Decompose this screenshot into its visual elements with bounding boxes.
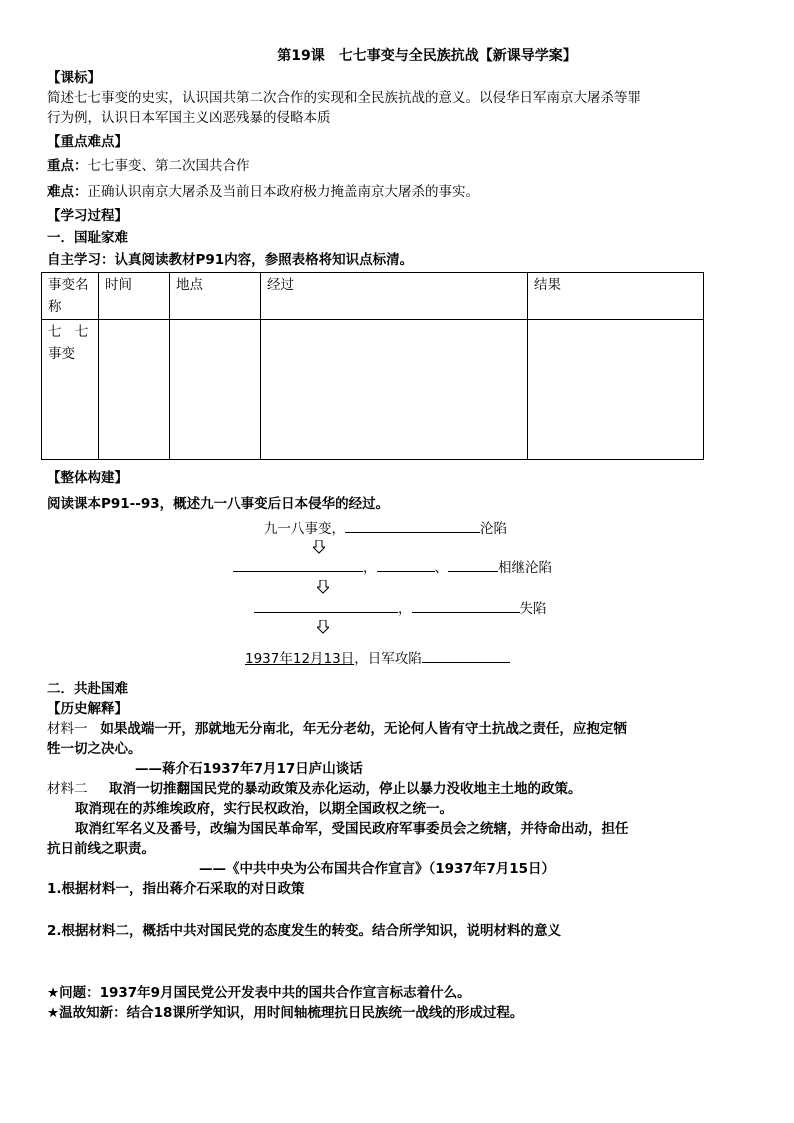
kebiao-text-1: 简述七七事变的史实，认识国共第二次合作的实现和全民族抗战的意义。以侵华日军南京大屠杀等罪 <box>47 90 641 106</box>
blank-field[interactable] <box>345 518 480 533</box>
material-one-source: ——蒋介石1937年7月17日庐山谈话 <box>135 761 363 777</box>
time-cell[interactable] <box>99 320 170 460</box>
down-arrow-icon <box>313 540 325 554</box>
key-label: 重点： <box>47 158 88 174</box>
difficulty-text: 正确认识南京大屠杀及当前日本政府极力掩盖南京大屠杀的事实。 <box>87 184 479 200</box>
result-cell[interactable] <box>528 320 704 460</box>
table-header-cell: 事变名称 <box>42 273 99 320</box>
blank-field[interactable] <box>233 557 363 572</box>
blank-field[interactable] <box>412 598 520 613</box>
flow-line-1: 九一八事变， 沦陷 <box>264 518 507 539</box>
section-heading-process: 【学习过程】 <box>47 208 128 224</box>
material-two-l4: 抗日前线之职责。 <box>47 841 155 857</box>
down-arrow-icon <box>317 620 329 634</box>
star-question-2: ★温故知新：结合18课所学知识，用时间轴梳理抗日民族统一战线的形成过程。 <box>47 1005 524 1021</box>
event-table <box>41 272 704 460</box>
blank-field[interactable] <box>377 557 435 572</box>
page-title: 第19课 七七事变与全民族抗战【新课导学案】 <box>277 48 577 64</box>
flow-line-3: ， 失陷 <box>254 598 547 619</box>
key-text: 七七事变、第二次国共合作 <box>87 158 250 174</box>
section-heading-zhengti: 【整体构建】 <box>47 470 128 486</box>
event-name-cell: 七 七 事变 <box>42 320 99 460</box>
flow-line-2: ， 、 相继沦陷 <box>233 557 552 578</box>
process-cell[interactable] <box>261 320 528 460</box>
difficulty-point <box>47 182 747 202</box>
table-header-cell: 经过 <box>261 273 528 320</box>
place-cell[interactable] <box>170 320 261 460</box>
material-two: 材料二 取消一切推翻国民党的暴动政策及赤化运动，停止以暴力没收地主土地的政策。 <box>47 781 582 797</box>
blank-field[interactable] <box>422 648 510 663</box>
material-one: 材料一 如果战端一开，那就地无分南北，年无分老幼，无论何人皆有守土抗战之责任，应抱定牺 <box>47 721 627 737</box>
material-two-l2: 取消现在的苏维埃政府，实行民权政治，以期全国政权之统一。 <box>75 801 453 817</box>
section-two-heading: 二．共赴国难 <box>47 681 128 697</box>
question-1: 1.根据材料一，指出蒋介石采取的对日政策 <box>47 881 305 897</box>
material-two-source: ——《中共中央为公布国共合作宣言》（1937年7月15日） <box>199 861 556 877</box>
material-two-l3: 取消红军名义及番号，改编为国民革命军，受国民政府军事委员会之统辖，并待命出动，担任 <box>75 821 629 837</box>
table-row <box>42 320 704 460</box>
table-header-cell: 时间 <box>99 273 170 320</box>
table-header-row <box>42 273 704 320</box>
table-header-cell: 地点 <box>170 273 261 320</box>
blank-field[interactable] <box>448 557 498 572</box>
kebiao-text-2: 行为例，认识日本军国主义凶恶残暴的侵略本质 <box>47 110 331 126</box>
table-header-cell: 结果 <box>528 273 704 320</box>
section-one-heading: 一．国耻家难 <box>47 230 128 246</box>
difficulty-label: 难点： <box>47 184 88 200</box>
worksheet <box>47 46 747 1023</box>
flow-line-4: 1937年12月13日，日军攻陷 <box>245 648 510 669</box>
blank-field[interactable] <box>254 598 398 613</box>
zhengti-instruction: 阅读课本P91--93，概述九一八事变后日本侵华的经过。 <box>47 496 390 512</box>
key-point <box>47 156 747 176</box>
section-heading-zhongdian: 【重点难点】 <box>47 134 128 150</box>
flow-diagram <box>47 514 747 679</box>
material-one-cont: 牲一切之决心。 <box>47 741 142 757</box>
question-2: 2.根据材料二，概括中共对国民党的态度发生的转变。结合所学知识，说明材料的意义 <box>47 923 562 939</box>
down-arrow-icon <box>317 580 329 594</box>
section-heading-kebiao: 【课标】 <box>47 70 101 86</box>
section-one-instruction: 自主学习：认真阅读教材P91内容，参照表格将知识点标清。 <box>47 252 414 268</box>
section-heading-lishi: 【历史解释】 <box>47 701 128 717</box>
star-question-1: ★问题：1937年9月国民党公开发表中共的国共合作宣言标志着什么。 <box>47 985 471 1001</box>
